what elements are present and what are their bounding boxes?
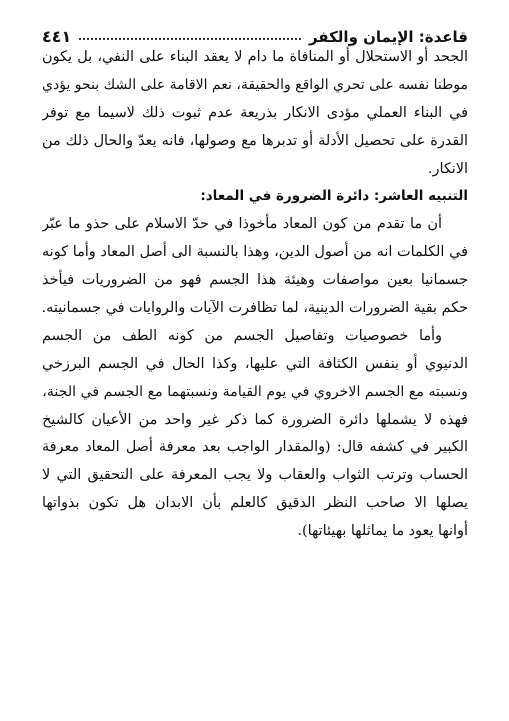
header-title: قاعدة: الإيمان والكفر	[308, 28, 468, 46]
text-line: فهذه لا يشملها دائرة الضرورة كما ذكر غير واحد من الأعيان كالشيخ	[42, 411, 468, 428]
body-text	[42, 44, 468, 546]
text-line: ونسبته مع الجسم الاخروي في يوم القيامة ونسبتهما مع الجسم في الجنة،	[42, 383, 468, 400]
page-number: ٤٤١	[42, 27, 72, 46]
text-line: موطنا نفسه على تحري الواقع والحقيقة، نعم الاقامة على الشك بنحو يؤدي	[42, 76, 468, 93]
text-line: يصلها الا صاحب النظر الدقيق كالعلم بأن الابدان هل تكون بذواتها	[42, 495, 468, 512]
text-line: أن ما تقدم من كون المعاد مأخوذا في حدّ الاسلام على حذو ما عبّر	[42, 216, 442, 233]
text-line: حكم بقية الضرورات الدينية، لما تظافرت الآيات والروايات في جسمانيته.	[42, 300, 468, 317]
section-heading: التنبيه العاشر: دائرة الضرورة في المعاد:	[200, 188, 468, 205]
text-line: القدرة على تحصيل الأدلة أو تدبرها مع وصولها، فانه يعدّ والحال ذلك من	[42, 132, 468, 149]
text-line: جسمانيا بعين مواصفات وهيئة هذا الجسم فهو من الضروريات فيأخذ	[42, 272, 468, 289]
text-line: في البناء العملي مؤدى الانكار بذريعة عدم ثبوت ذلك لاسيما مع توفر	[42, 104, 468, 121]
text-line: الحساب وترتب الثواب والعقاب ولا يجب المعرفة على التحقيق التي لا	[42, 467, 468, 484]
text-line: الكبير في كشفه قال: (والمقدار الواجب بعد معرفة أصل المعاد معرفة	[42, 439, 468, 456]
text-line: الدنيوي أو بنفس الكثافة التي عليها، وكذا الحال في الجسم البرزخي	[42, 355, 468, 372]
header-dot-leader	[79, 37, 301, 40]
text-line: في الكلمات انه من أصول الدين، وهذا بالنسبة الى أصل المعاد وأما كونه	[42, 244, 468, 261]
text-line: الانكار.	[427, 160, 468, 177]
text-line: وأما خصوصيات وتفاصيل الجسم من كونه الطف من الجسم	[42, 327, 442, 344]
text-line: الجحد أو الاستحلال أو المنافاة ما دام لا يعقد البناء على النفي، بل يكون	[42, 49, 468, 65]
running-header	[42, 20, 468, 46]
text-line: أوانها يعود ما يماثلها بهيئاتها).	[297, 523, 468, 540]
